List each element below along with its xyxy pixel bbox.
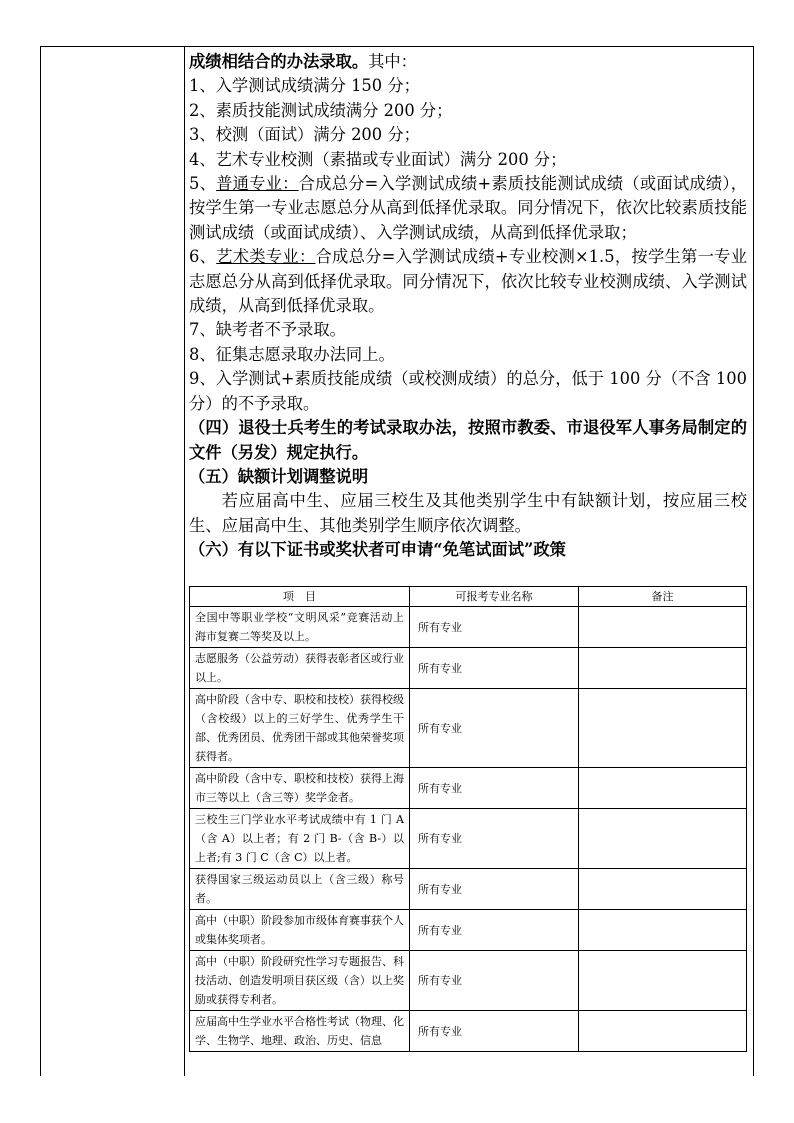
row-note [579,809,747,869]
row-item: 高中（中职）阶段研究性学习专题报告、科技活动、创造发明项目获区级（含）以上奖励或获得专利者。 [190,951,410,1011]
table-row [190,869,747,910]
table-row [190,768,747,809]
row-note [579,910,747,951]
row-note [579,689,747,768]
section-5-title: （五）缺额计划调整说明 [189,466,369,486]
row-note [579,648,747,689]
row-item: 志愿服务（公益劳动）获得表彰者区或行业以上。 [190,648,410,689]
row-note [579,607,747,648]
row-item: 三校生三门学业水平考试成绩中有 1 门 A（含 A）以上者；有 2 门 B-（含 B-）以上者;有 3 门 C（含 C）以上者。 [190,809,410,869]
row-note [579,869,747,910]
table-row [190,1011,747,1052]
section-4: （四）退役士兵考生的考试录取办法，按照市教委、市退役军人事务局制定的文件（另发）规定执行。 [189,418,747,462]
rule-5-label: 普通专业： [216,174,299,194]
rule-6-label: 艺术类专业： [216,247,316,267]
row-major: 所有专业 [410,768,579,809]
intro-bold: 成绩相结合的办法录取。 [189,52,369,71]
row-major: 所有专业 [410,607,579,648]
header-major: 可报考专业名称 [410,587,579,607]
header-note: 备注 [579,587,747,607]
row-item: 高中阶段（含中专、职校和技校）获得校级（含校级）以上的三好学生、优秀学生干部、优秀团员、优秀团干部或其他荣誉奖项获得者。 [190,689,410,768]
header-item: 项 目 [190,587,410,607]
row-note [579,768,747,809]
exemption-policy-table-wrap [189,586,746,1052]
rule-5-prefix: 5、 [189,174,217,194]
exemption-policy-table [189,586,747,1052]
rule-4: 4、艺术专业校测（素描或专业面试）满分 200 分； [189,149,567,169]
row-major: 所有专业 [410,1011,579,1052]
rule-7: 7、缺考者不予录取。 [189,320,346,340]
rule-2: 2、素质技能测试成绩满分 200 分； [189,100,453,120]
table-row [190,951,747,1011]
admission-rules-content [189,50,747,563]
rule-5-text: 合成总分=入学测试成绩+素质技能测试成绩（或面试成绩），按学生第一专业志愿总分从高到低择优录取。同分情况下，依次比较素质技能测试成绩（或面试成绩）、入学测试成绩，从高到低择优录取； [189,174,747,242]
row-major: 所有专业 [410,809,579,869]
rule-1: 1、入学测试成绩满分 150 分； [189,76,420,96]
rule-9: 9、入学测试+素质技能成绩（或校测成绩）的总分，低于 100 分（不含 100 分）的不予录取。 [189,369,747,413]
table-row [190,910,747,951]
row-major: 所有专业 [410,689,579,768]
row-item: 高中（中职）阶段参加市级体育赛事获个人或集体奖项者。 [190,910,410,951]
rule-3: 3、校测（面试）满分 200 分； [189,125,420,145]
table-row [190,809,747,869]
section-6-title: （六）有以下证书或奖状者可申请“免笔试面试”政策 [189,540,566,560]
section-5-body: 若应届高中生、应届三校生及其他类别学生中有缺额计划，按应届三校生、应届高中生、其他类别学生顺序依次调整。 [189,491,747,535]
rule-6-text: 合成总分=入学测试成绩+专业校测×1.5，按学生第一专业志愿总分从高到低择优录取。同分情况下，依次比较专业校测成绩、入学测试成绩，从高到低择优录取。 [189,247,747,316]
row-item: 高中阶段（含中专、职校和技校）获得上海市三等以上（含三等）奖学金者。 [190,768,410,809]
row-note [579,951,747,1011]
row-major: 所有专业 [410,951,579,1011]
table-row [190,607,747,648]
rule-6 [189,245,747,318]
row-item: 全国中等职业学校“文明风采”竞赛活动上海市复赛二等奖及以上。 [190,607,410,648]
table-row [190,648,747,689]
row-major: 所有专业 [410,648,579,689]
rule-5 [189,172,747,245]
row-item: 获得国家三级运动员以上（含三级）称号者。 [190,869,410,910]
row-major: 所有专业 [410,910,579,951]
left-column [40,46,185,1076]
row-major: 所有专业 [410,869,579,910]
row-item: 应届高中生学业水平合格性考试（物理、化学、生物学、地理、政治、历史、信息 [190,1011,410,1052]
rule-6-prefix: 6、 [189,247,217,267]
table-header-row [190,587,747,607]
row-note [579,1011,747,1052]
intro-rest: 其中： [368,52,417,71]
rule-8: 8、征集志愿录取办法同上。 [189,344,395,364]
table-row [190,689,747,768]
intro-line [189,50,747,74]
